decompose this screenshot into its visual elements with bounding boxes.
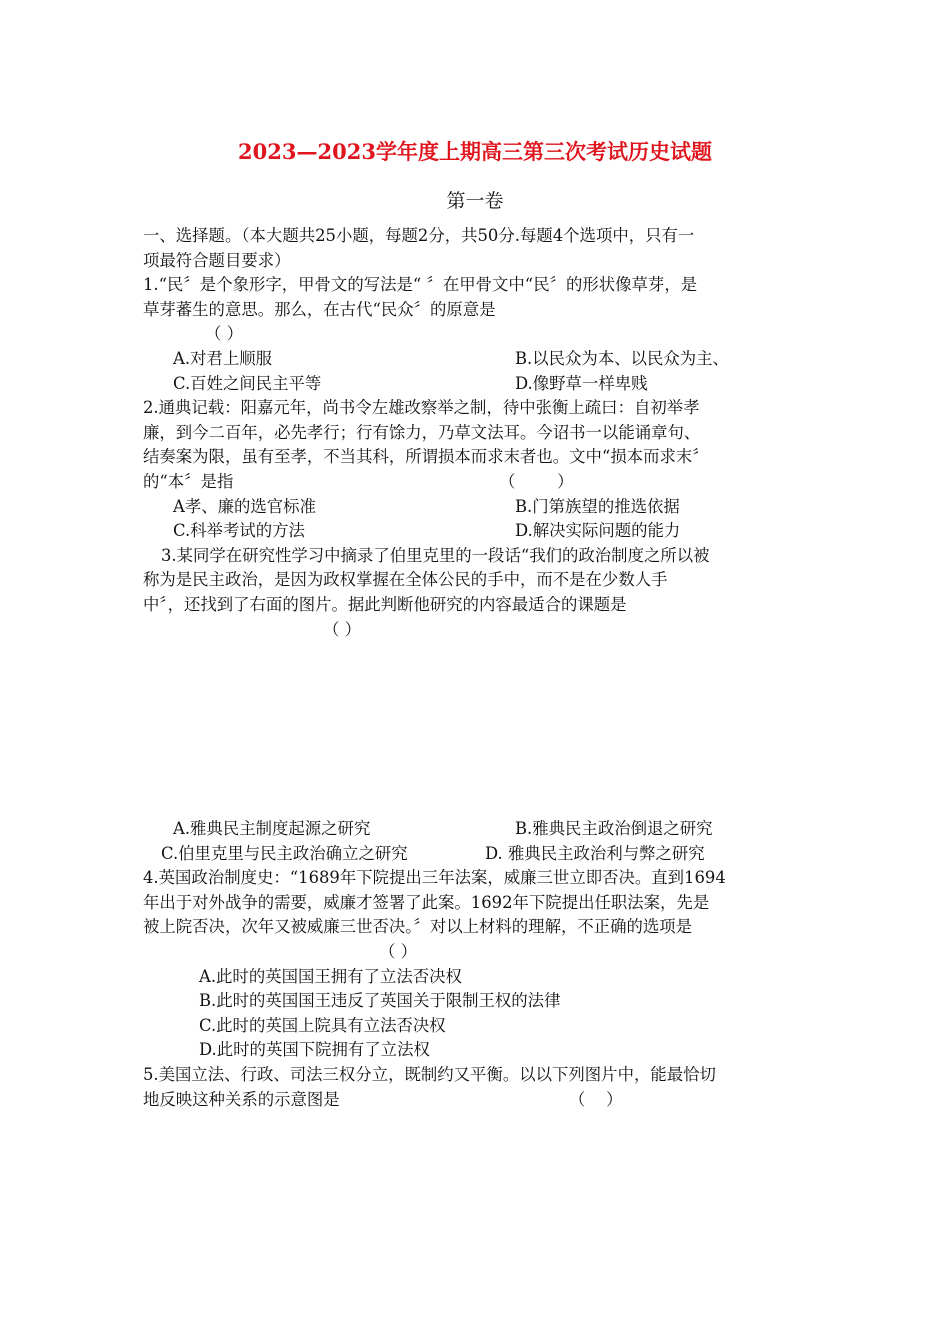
q3-options-row2 bbox=[143, 842, 813, 867]
q3-stem: 3.某同学在研究性学习中摘录了伯里克里的一段话“我们的政治制度之所以被 bbox=[161, 545, 710, 565]
q1-option-c: C.百姓之间民主平等 bbox=[173, 373, 322, 393]
q1-option-d: D.像野草一样卑贱 bbox=[515, 373, 648, 393]
q2-option-c: C.科举考试的方法 bbox=[173, 521, 305, 541]
section-instructions-cont: 项最符合题目要求） bbox=[143, 250, 291, 270]
q1-options-row2 bbox=[143, 372, 813, 397]
q5-stem-cont: 地反映这种关系的示意图是 （ ） bbox=[143, 1089, 623, 1109]
q1-stem: 1.“民〞是个象形字，甲骨文的写法是“ 〞在甲骨文中“民〞的形状像草芽，是 bbox=[143, 275, 698, 295]
q4-option-d: D.此时的英国下院拥有了立法权 bbox=[199, 1040, 430, 1060]
q2-options-row2 bbox=[143, 519, 813, 544]
q4-stem-cont: 被上院否决，次年又被威廉三世否决。〞对以上材料的理解，不正确的选项是 bbox=[143, 917, 693, 937]
q1-stem-cont: 草芽蕃生的意思。那么，在古代“民众〞的原意是 bbox=[143, 299, 496, 319]
q4-option-a: A.此时的英国国王拥有了立法否决权 bbox=[199, 966, 462, 986]
q2-stem-cont: 结奏案为限，虽有至孝，不当其科，所谓损本而求末者也。文中“损本而求末〞 bbox=[143, 447, 709, 467]
q3-option-c: C.伯里克里与民主政治确立之研究 bbox=[161, 843, 408, 863]
q4-stem: 4.英国政治制度史：“1689年下院提出三年法案，威廉三世立即否决。直到1694 bbox=[143, 868, 726, 888]
q3-answer-blank: （ ） bbox=[323, 619, 361, 639]
q2-options-row1 bbox=[143, 495, 813, 520]
q2-option-a: A孝、廉的选官标准 bbox=[173, 496, 316, 516]
q2-stem-cont: 廉，到今二百年，必先孝行；行有馀力，乃草文法耳。今诏书一以能诵章句、 bbox=[143, 422, 701, 442]
q1-option-a: A.对君上顺服 bbox=[173, 348, 272, 368]
q1-options-row1 bbox=[143, 347, 813, 372]
q4-stem-cont: 年出于对外战争的需要，威廉才签署了此案。1692年下院提出任职法案，先是 bbox=[143, 892, 710, 912]
q2-stem-cont: 的“本〞是指 （ ） bbox=[143, 471, 574, 491]
q3-options-row1 bbox=[143, 817, 813, 842]
q4-answer-blank: （ ） bbox=[379, 942, 417, 962]
q1-answer-blank: （ ） bbox=[205, 324, 243, 344]
q2-stem: 2.通典记载：阳嘉元年，尚书令左雄改察举之制，待中张衡上疏曰：自初举孝 bbox=[143, 398, 700, 418]
section-instructions: 一、选择题。（本大题共25小题，每题2分，共50分.每题4个选项中，只有一 bbox=[143, 226, 695, 245]
q4-option-c: C.此时的英国上院具有立法否决权 bbox=[199, 1015, 446, 1035]
page-title: 2023—2023学年度上期高三第三次考试历史试题 bbox=[238, 139, 712, 164]
volume-heading: 第一卷 bbox=[446, 190, 504, 212]
question-content bbox=[143, 224, 813, 1112]
q3-stem-cont: 中〞，还找到了右面的图片。据此判断他研究的内容最适合的课题是 bbox=[143, 594, 627, 614]
q3-option-d: D. 雅典民主政治利与弊之研究 bbox=[485, 843, 705, 863]
q3-option-b: B.雅典民主政治倒退之研究 bbox=[515, 819, 713, 839]
q2-option-d: D.解决实际问题的能力 bbox=[515, 521, 681, 541]
q2-option-b: B.门第族望的推选依据 bbox=[515, 496, 680, 516]
q3-option-a: A.雅典民主制度起源之研究 bbox=[173, 819, 371, 839]
q3-stem-cont: 称为是民主政治，是因为政权掌握在全体公民的手中，而不是在少数人手 bbox=[143, 570, 668, 590]
q1-option-b: B.以民众为本、以民众为主、 bbox=[515, 348, 729, 368]
q5-stem: 5.美国立法、行政、司法三权分立，既制约又平衡。以以下列图片中，能最恰切 bbox=[143, 1065, 716, 1085]
q3-image-area bbox=[143, 642, 813, 817]
q4-option-b: B.此时的英国国王违反了英国关于限制王权的法律 bbox=[199, 991, 561, 1011]
